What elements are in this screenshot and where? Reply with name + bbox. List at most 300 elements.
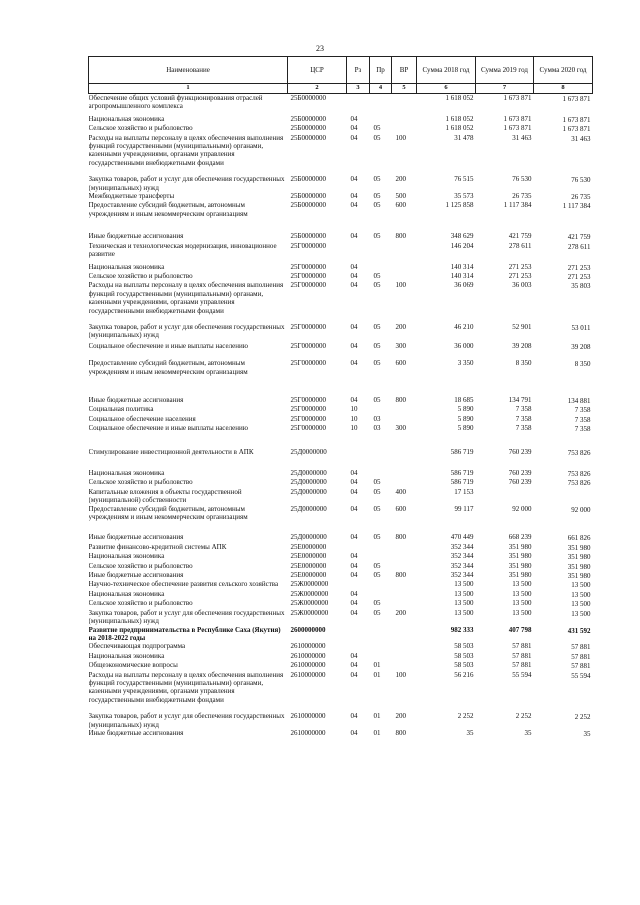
row-sum-2019: 57 881: [512, 642, 532, 651]
row-sum-2019: 7 358: [515, 405, 532, 414]
table-row: [89, 626, 593, 643]
row-pr: 05: [373, 281, 381, 290]
row-name: Техническая и технологическая модернизация, инновационное развитие: [88, 241, 277, 259]
table-row: [89, 263, 593, 272]
column-index: 3: [347, 84, 370, 94]
table-row: [89, 469, 593, 478]
row-rz: 04: [350, 271, 358, 280]
table-row: [89, 533, 593, 542]
row-rz: 04: [350, 281, 358, 290]
row-vr: 100: [395, 670, 406, 679]
row-vr: 200: [395, 712, 406, 721]
row-name: Развитие финансово-кредитной системы АПК: [88, 542, 227, 551]
row-sum-2018: 36 000: [454, 341, 474, 350]
table-row: [89, 505, 593, 534]
row-sum-2018: 36 069: [454, 281, 474, 290]
row-sum-2019: 8 350: [515, 359, 532, 368]
row-pr: 05: [373, 561, 381, 570]
row-vr: [392, 94, 417, 115]
row-sum-2020: 351 980: [567, 553, 591, 562]
row-sum-2020: 31 463: [571, 134, 591, 143]
row-sum-2020: 753 826: [567, 479, 591, 488]
row-pr: [370, 626, 392, 643]
row-vr: [392, 599, 417, 608]
row-name: Капитальные вложения в объекты государственной (муниципальной) собственности: [88, 487, 242, 505]
row-vr: [392, 580, 417, 589]
table-row: [89, 478, 593, 487]
row-sum-2019: 278 611: [509, 241, 532, 250]
row-vr: 800: [395, 232, 406, 241]
row-pr: 05: [373, 271, 381, 280]
row-sum-2018: 13 500: [454, 599, 474, 608]
row-rz: 04: [350, 175, 358, 184]
row-csr: 25Б0000000: [290, 124, 327, 133]
row-sum-2019: 92 000: [512, 504, 532, 513]
row-sum-2019: 271 253: [508, 262, 532, 271]
row-vr: [392, 543, 417, 552]
row-sum-2020: 351 980: [567, 543, 591, 552]
column-index-row: [89, 84, 593, 94]
table-row: [89, 543, 593, 552]
row-sum-2019: 7 358: [515, 414, 532, 423]
row-sum-2018: 1 618 052: [445, 114, 474, 123]
column-index: 1: [89, 84, 288, 94]
row-vr: 800: [395, 395, 406, 404]
row-rz: 10: [350, 405, 358, 414]
row-sum-2020: 1 117 384: [562, 202, 591, 211]
row-sum-2018: 5 890: [457, 405, 474, 414]
row-sum-2019: 134 791: [508, 395, 532, 404]
row-pr: 05: [373, 487, 381, 496]
row-sum-2018: 99 117: [454, 504, 474, 513]
row-pr: 05: [373, 359, 381, 368]
row-pr: [370, 263, 392, 272]
row-csr: 25Е0000000: [290, 542, 327, 551]
table-row: [89, 424, 593, 447]
row-csr: 25Д0000000: [290, 533, 327, 542]
row-sum-2019: 2 252: [515, 712, 532, 721]
row-name: Предоставление субсидий бюджетным, автономным учреждениям и иным некоммерческим организациям: [88, 504, 248, 522]
row-name: Национальная экономика: [88, 552, 165, 561]
column-index: 6: [417, 84, 476, 94]
row-rz: 04: [350, 469, 358, 477]
row-name: Иные бюджетные ассигнования: [88, 571, 184, 580]
row-sum-2018: 140 314: [450, 262, 474, 271]
row-rz: 04: [350, 561, 358, 570]
table-row: [89, 201, 593, 232]
row-rz: [347, 242, 370, 263]
row-sum-2018: 586 719: [450, 478, 474, 487]
row-sum-2018: 13 500: [454, 589, 474, 598]
row-vr: 500: [395, 192, 406, 201]
row-pr: 05: [373, 395, 381, 404]
row-vr: [392, 263, 417, 272]
table-row: [89, 661, 593, 670]
row-pr: 05: [373, 232, 381, 241]
row-name: Сельское хозяйство и рыболовство: [88, 561, 193, 570]
row-rz: [347, 642, 370, 651]
row-vr: 200: [395, 608, 406, 617]
header-sum-2018: Сумма 2018 год: [417, 57, 476, 84]
header-pr: Пр: [370, 57, 392, 84]
row-name: Закупка товаров, работ и услуг для обеспечения государственных (муниципальных) нужд: [88, 608, 285, 626]
row-sum-2018: 13 500: [454, 580, 474, 589]
row-csr: 2610000000: [290, 651, 326, 660]
row-csr: 25Г0000000: [290, 359, 327, 368]
row-pr: 01: [373, 661, 381, 670]
row-sum-2018: 1 125 858: [445, 201, 474, 210]
row-sum-2018: 31 478: [454, 133, 474, 142]
row-name: Сельское хозяйство и рыболовство: [88, 124, 193, 133]
row-sum-2020: 35: [583, 729, 591, 738]
row-sum-2019: 407 798: [508, 625, 532, 634]
row-sum-2020: [534, 488, 593, 505]
row-sum-2020: 13 500: [571, 600, 591, 609]
row-sum-2018: 46 210: [454, 322, 474, 331]
row-sum-2020: 1 673 871: [562, 95, 591, 103]
row-rz: 04: [350, 552, 358, 561]
row-sum-2020: 431 592: [567, 626, 591, 635]
row-csr: 25Б0000000: [290, 175, 327, 184]
row-name: Социальное обеспечение и иные выплаты населению: [88, 424, 248, 433]
row-csr: 25Б0000000: [290, 201, 327, 210]
row-sum-2018: 18 685: [454, 395, 474, 404]
table-row: [89, 272, 593, 281]
row-csr: 25Г0000000: [290, 414, 327, 423]
row-sum-2018: 58 503: [454, 651, 474, 660]
header-name: Наименование: [89, 57, 288, 84]
row-vr: 600: [395, 359, 406, 368]
row-sum-2019: 1 673 871: [503, 124, 532, 133]
row-rz: 04: [350, 599, 358, 608]
table-row: [89, 652, 593, 661]
row-sum-2019: 13 500: [512, 599, 532, 608]
row-pr: [370, 469, 392, 478]
row-sum-2018: 982 333: [450, 625, 474, 634]
row-sum-2019: 57 881: [512, 661, 532, 670]
row-vr: [392, 652, 417, 661]
row-vr: [392, 626, 417, 643]
row-pr: 05: [373, 192, 381, 201]
table-row: [89, 729, 593, 738]
row-sum-2018: 58 503: [454, 661, 474, 670]
table-row: [89, 134, 593, 176]
row-sum-2020: 13 500: [571, 590, 591, 599]
row-csr: 25Д0000000: [290, 469, 327, 477]
row-pr: 05: [373, 599, 381, 608]
row-vr: [392, 415, 417, 424]
row-vr: 600: [395, 504, 406, 513]
table-row: [89, 609, 593, 626]
row-csr: 25Г0000000: [290, 271, 327, 280]
row-name: Стимулирование инвестиционной деятельности в АПК: [88, 447, 254, 456]
row-vr: [392, 405, 417, 414]
row-sum-2019: 7 358: [515, 424, 532, 433]
row-pr: [370, 543, 392, 552]
row-sum-2018: 56 216: [454, 670, 474, 679]
row-csr: 2610000000: [290, 712, 326, 721]
row-pr: [370, 242, 392, 263]
column-index: 4: [370, 84, 392, 94]
row-pr: 05: [373, 533, 381, 542]
row-pr: [370, 405, 392, 414]
row-sum-2019: 31 463: [512, 133, 532, 142]
row-sum-2018: 470 449: [450, 533, 474, 542]
row-sum-2018: 586 719: [450, 447, 474, 456]
column-index: 8: [534, 84, 593, 94]
row-csr: 25Д0000000: [290, 487, 327, 496]
table-row: [89, 94, 593, 115]
row-sum-2019: [476, 488, 534, 505]
row-sum-2019: 52 901: [512, 322, 532, 331]
row-sum-2020: 55 594: [571, 671, 591, 680]
row-sum-2020: 8 350: [574, 360, 591, 369]
row-csr: 25Б0000000: [290, 133, 327, 142]
column-index: 2: [288, 84, 347, 94]
row-csr: 25Ж0000000: [290, 580, 329, 589]
row-csr: 25Б0000000: [290, 192, 327, 201]
row-vr: [392, 272, 417, 281]
row-pr: 03: [373, 424, 381, 433]
row-name: Сельское хозяйство и рыболовство: [88, 271, 193, 280]
row-vr: 800: [395, 533, 406, 542]
row-csr: 25Б0000000: [290, 232, 327, 241]
table-row: [89, 415, 593, 424]
row-name: Национальная экономика: [88, 651, 165, 660]
table-row: [89, 192, 593, 201]
header-csr: ЦСР: [288, 57, 347, 84]
row-vr: 300: [395, 341, 406, 350]
row-name: Общеэкономические вопросы: [88, 661, 178, 670]
row-vr: [392, 478, 417, 487]
row-rz: 04: [350, 608, 358, 617]
row-name: Закупка товаров, работ и услуг для обеспечения государственных (муниципальных) нужд: [88, 712, 285, 729]
row-csr: 25Г0000000: [290, 341, 327, 350]
row-rz: 04: [350, 262, 358, 271]
row-pr: 05: [373, 322, 381, 331]
page-number: 23: [316, 44, 324, 53]
row-rz: 04: [350, 487, 358, 496]
row-name: Социальное обеспечение и иные выплаты населению: [88, 341, 248, 350]
table-row: [89, 342, 593, 359]
row-sum-2018: 348 629: [450, 232, 474, 241]
row-name: Обеспечивающая подпрограмма: [88, 642, 186, 651]
row-pr: [370, 652, 392, 661]
row-name: Предоставление субсидий бюджетным, автономным учреждениям и иным некоммерческим организациям: [88, 201, 248, 218]
row-csr: 25Г0000000: [290, 262, 327, 271]
row-vr: [392, 661, 417, 670]
row-rz: [347, 580, 370, 589]
row-sum-2020: 39 208: [571, 342, 591, 351]
row-sum-2020: 271 253: [567, 263, 591, 272]
column-index: 5: [392, 84, 417, 94]
table-row: [89, 571, 593, 580]
row-name: Национальная экономика: [88, 469, 165, 477]
row-pr: 03: [373, 414, 381, 423]
row-rz: 04: [350, 661, 358, 670]
row-name: Расходы на выплаты персоналу в целях обеспечения выполнения функций государственными (муниципальными) органами, казенными учреждениями, органами управления государственными внебюджетными фондами: [88, 133, 284, 167]
row-sum-2019: 35: [524, 728, 532, 737]
row-sum-2018: 58 503: [454, 642, 474, 651]
row-sum-2020: 753 826: [567, 470, 591, 478]
row-rz: 04: [350, 478, 358, 487]
row-sum-2020: 753 826: [567, 448, 591, 457]
table-row: [89, 448, 593, 469]
row-pr: 05: [373, 341, 381, 350]
row-sum-2019: 351 980: [508, 552, 532, 561]
row-sum-2019: 760 239: [508, 469, 532, 477]
table-row: [89, 115, 593, 124]
row-name: Социальное обеспечение населения: [88, 414, 196, 423]
row-csr: 25Е0000000: [290, 552, 327, 561]
row-sum-2018: 2 252: [457, 712, 474, 721]
column-index: 7: [476, 84, 534, 94]
table-row: [89, 590, 593, 599]
row-name: Обеспечение общих условий функционирования отраслей агропромышленного комплекса: [88, 94, 263, 111]
table-row: [89, 642, 593, 651]
row-rz: 10: [350, 424, 358, 433]
budget-table: [88, 56, 593, 738]
row-pr: 05: [373, 124, 381, 133]
row-rz: 04: [350, 712, 358, 721]
row-csr: 25Ж0000000: [290, 599, 329, 608]
row-sum-2019: 351 980: [508, 571, 532, 580]
row-csr: 2610000000: [290, 642, 326, 651]
row-vr: [392, 124, 417, 133]
row-vr: [392, 469, 417, 478]
row-sum-2018: 3 350: [457, 359, 474, 368]
row-sum-2020: 661 826: [567, 534, 591, 543]
row-csr: 25Г0000000: [290, 281, 327, 290]
row-name: Национальная экономика: [88, 262, 165, 271]
row-rz: 10: [350, 414, 358, 423]
row-sum-2019: 668 239: [508, 533, 532, 542]
row-rz: 04: [350, 133, 358, 142]
row-vr: [392, 448, 417, 469]
row-vr: 800: [395, 571, 406, 580]
row-rz: 04: [350, 589, 358, 598]
table-row: [89, 124, 593, 133]
table-row: [89, 359, 593, 396]
row-csr: 25Г0000000: [290, 405, 327, 414]
row-pr: [370, 115, 392, 124]
row-name: Расходы на выплаты персоналу в целях обеспечения выполнения функций государственными (муниципальными) органами, казенными учреждениями, органами управления государственными внебюджетными фондами: [88, 281, 284, 315]
row-vr: 200: [395, 175, 406, 184]
row-sum-2018: 13 500: [454, 608, 474, 617]
row-pr: 05: [373, 608, 381, 617]
row-name: Расходы на выплаты персоналу в целях обеспечения выполнения функций государственными (муниципальными) органами, казенными учреждениями, органами управления государственными внебюджетными фондами: [88, 670, 284, 704]
row-rz: 04: [350, 359, 358, 368]
row-pr: 05: [373, 201, 381, 210]
row-rz: 04: [350, 114, 358, 123]
row-pr: 05: [373, 504, 381, 513]
row-pr: [370, 580, 392, 589]
row-sum-2020: 57 881: [571, 652, 591, 661]
row-name: Развитие предпринимательства в Республике Саха (Якутия) на 2018-2022 годы: [88, 625, 281, 642]
row-vr: [392, 590, 417, 599]
row-sum-2018: 76 515: [454, 175, 474, 184]
row-name: Национальная экономика: [88, 589, 165, 598]
row-rz: [347, 448, 370, 469]
table-row: [89, 323, 593, 342]
row-sum-2019: 13 500: [512, 580, 532, 589]
row-sum-2018: 5 890: [457, 414, 474, 423]
row-pr: [370, 94, 392, 115]
row-sum-2019: 36 003: [512, 281, 532, 290]
row-vr: 600: [395, 201, 406, 210]
row-sum-2020: 1 673 871: [562, 115, 591, 124]
row-sum-2018: 35: [466, 728, 474, 737]
table-row: [89, 552, 593, 561]
row-sum-2019: 271 253: [508, 271, 532, 280]
row-sum-2020: 13 500: [571, 609, 591, 618]
row-sum-2020: 7 358: [574, 406, 591, 415]
row-rz: 04: [350, 728, 358, 737]
row-vr: [392, 642, 417, 651]
row-sum-2019: 57 881: [512, 651, 532, 660]
table-row: [89, 599, 593, 608]
row-pr: 01: [373, 728, 381, 737]
row-name: Национальная экономика: [88, 114, 165, 123]
row-pr: 05: [373, 478, 381, 487]
row-csr: 25Д0000000: [290, 478, 327, 487]
row-sum-2019: 421 759: [508, 232, 532, 241]
table-row: [89, 175, 593, 192]
row-vr: 200: [395, 322, 406, 331]
row-sum-2019: 760 239: [508, 447, 532, 456]
row-csr: 25Ж0000000: [290, 589, 329, 598]
row-csr: 25Д0000000: [290, 447, 327, 456]
row-sum-2019: 760 239: [508, 478, 532, 487]
row-sum-2020: 351 980: [567, 562, 591, 571]
row-pr: 01: [373, 670, 381, 679]
row-sum-2018: 352 344: [450, 561, 474, 570]
row-sum-2018: 35 573: [454, 192, 474, 201]
row-rz: 04: [350, 232, 358, 241]
row-rz: 04: [350, 201, 358, 210]
row-name: Межбюджетные трансферты: [88, 192, 175, 201]
row-sum-2020: 2 252: [574, 713, 591, 722]
row-csr: 25Д0000000: [290, 504, 327, 513]
row-vr: 100: [395, 281, 406, 290]
row-sum-2019: 76 530: [512, 175, 532, 184]
row-sum-2020: 278 611: [568, 242, 591, 251]
table-row: [89, 712, 593, 729]
row-vr: 300: [395, 424, 406, 433]
row-sum-2020: 134 881: [567, 396, 591, 405]
table-row: [89, 405, 593, 414]
row-rz: 04: [350, 192, 358, 201]
row-sum-2018: 352 344: [450, 571, 474, 580]
row-sum-2020: 57 881: [571, 662, 591, 671]
row-pr: [370, 552, 392, 561]
table-row: [89, 242, 593, 263]
table-row: [89, 562, 593, 571]
row-name: Иные бюджетные ассигнования: [88, 533, 184, 542]
table-row: [89, 396, 593, 405]
row-rz: 04: [350, 533, 358, 542]
row-sum-2019: 39 208: [512, 341, 532, 350]
row-sum-2020: 7 358: [574, 415, 591, 424]
row-csr: 25Ж0000000: [290, 608, 329, 617]
header-vr: ВР: [392, 57, 417, 84]
row-sum-2018: 17 153: [454, 487, 474, 496]
row-sum-2020: 26 735: [571, 193, 591, 202]
row-sum-2020: 13 500: [571, 581, 591, 590]
row-vr: [392, 242, 417, 263]
row-name: Научно-техническое обеспечение развития сельского хозяйства: [88, 580, 279, 589]
row-sum-2019: 13 500: [512, 589, 532, 598]
